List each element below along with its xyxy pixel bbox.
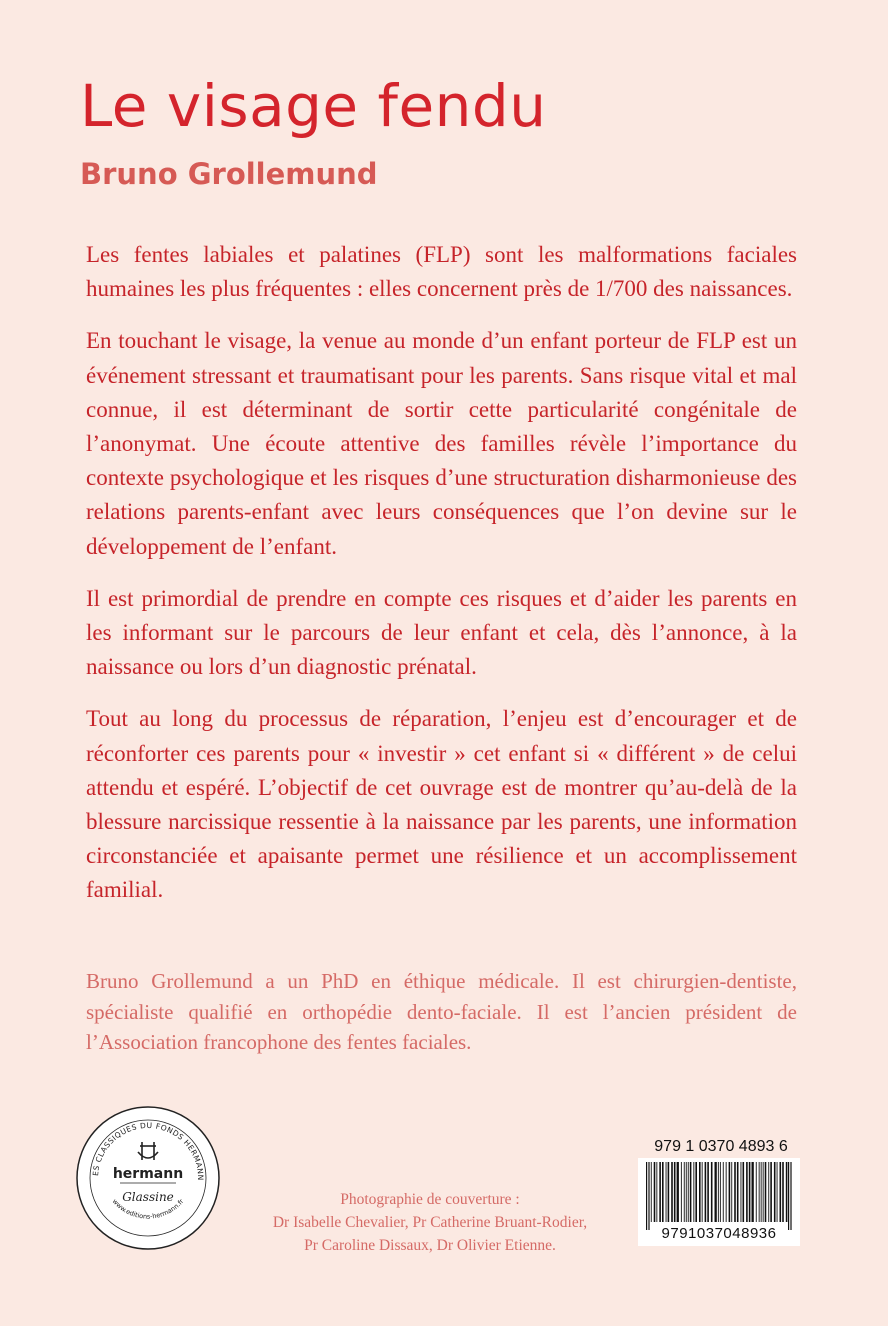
barcode-bar: [729, 1162, 731, 1222]
publisher-brand: hermann: [112, 1166, 184, 1182]
barcode-bar: [774, 1162, 776, 1222]
summary-paragraph: En touchant le visage, la venue au monde d’un enfant porteur de FLP est un événement stressant et traumatisant pour les parents. Sans risque vital et mal connue, il est déterminant de sortir cette particularité congénitale de l’anonymat. Une écoute attentive des familles révèle l’importance du contexte psychologique et les risques d’une structuration disharmonieuse des relations parents-enfant avec leurs conséquences que l’on devine sur le développement de l’enfant.: [86, 328, 797, 559]
back-cover-summary: [86, 238, 797, 926]
barcode-bar: [765, 1162, 767, 1222]
book-title: Le visage fendu: [80, 72, 547, 140]
barcode-bar: [699, 1162, 701, 1222]
cover-photo-credits: [230, 1188, 630, 1257]
barcode-bar: [648, 1162, 649, 1230]
barcode-bar: [718, 1162, 719, 1222]
barcode-bar: [756, 1162, 757, 1222]
barcode: [638, 1158, 800, 1246]
barcode-bar: [777, 1162, 778, 1222]
barcode-bar: [686, 1162, 687, 1222]
book-author: Bruno Grollemund: [80, 157, 378, 191]
seal-ring-text: ES CLASSIQUES DU FONDS HERMANN: [90, 1120, 206, 1181]
barcode-bar: [666, 1162, 667, 1222]
isbn-number: 979 1 0370 4893 6: [654, 1138, 788, 1155]
barcode-bar: [763, 1162, 764, 1222]
barcode-bar: [720, 1162, 721, 1222]
author-bio: Bruno Grollemund a un PhD en éthique médicale. Il est chirurgien-dentiste, spécialiste qualifié en orthopédie dento-faciale. Il est l’ancien président de l’Association francophone des fentes faciales.: [86, 969, 797, 1054]
barcode-bar: [684, 1162, 685, 1222]
barcode-bar: [723, 1162, 724, 1222]
collection-name: Glassine: [122, 1190, 174, 1204]
barcode-bar: [761, 1162, 762, 1222]
barcode-bar: [702, 1162, 703, 1222]
barcode-bar: [695, 1162, 697, 1222]
publisher-website: www.editions-hermann.fr: [110, 1197, 186, 1221]
barcode-bar: [752, 1162, 754, 1222]
publisher-seal-icon: [76, 1106, 220, 1250]
summary-paragraph: Tout au long du processus de réparation, l’enjeu est d’encourager et de réconforter ces parents pour « investir » cet enfant si « différent » de celui attendu et espéré. L’objectif de cet ouvrage est de montrer qu’au-delà de la blessure narcissique ressentie à la naissance par les parents, une information circonstanciée et apaisante permet une résilience et un accomplissement familial.: [86, 706, 797, 903]
barcode-bar: [707, 1162, 709, 1222]
summary-paragraph: Il est primordial de prendre en compte ces risques et d’aider les parents en les informant sur le parcours de leur enfant et cela, dès l’annonce, à la naissance ou lors d’un diagnostic prénatal.: [86, 585, 797, 680]
barcode-bar: [659, 1162, 661, 1222]
barcode-bar: [656, 1162, 657, 1222]
barcode-bar: [734, 1162, 736, 1222]
barcode-bar: [711, 1162, 713, 1222]
barcode-bar: [780, 1162, 782, 1222]
barcode-bar: [749, 1162, 751, 1222]
credits-line: Dr Isabelle Chevalier, Pr Catherine Bruant-Rodier,: [272, 1214, 588, 1231]
barcode-bar: [662, 1162, 664, 1222]
barcode-bar: [788, 1162, 789, 1230]
summary-paragraph: Les fentes labiales et palatines (FLP) sont les malformations faciales humaines les plus fréquentes : elles concernent près de 1/700 des naissances.: [86, 242, 797, 302]
barcode-bar: [741, 1162, 742, 1222]
credits-line: Pr Caroline Dissaux, Dr Olivier Etienne.: [304, 1237, 556, 1254]
barcode-bar: [688, 1162, 689, 1222]
barcode-bar: [677, 1162, 679, 1222]
barcode-bar: [705, 1162, 707, 1222]
barcode-bar: [693, 1162, 694, 1222]
barcode-bar: [715, 1162, 717, 1222]
barcode-bar: [768, 1162, 769, 1222]
barcode-bar: [786, 1162, 788, 1222]
barcode-bar: [743, 1162, 745, 1222]
barcode-bar: [759, 1162, 760, 1222]
barcode-bar: [674, 1162, 676, 1222]
barcode-bar: [681, 1162, 682, 1222]
credits-line: Photographie de couverture :: [340, 1191, 520, 1208]
barcode-digits: 9791037048936: [661, 1225, 777, 1242]
barcode-bar: [651, 1162, 652, 1222]
barcode-bar: [726, 1162, 727, 1222]
barcode-bar: [654, 1162, 656, 1222]
barcode-bar: [746, 1162, 748, 1222]
barcode-bar: [668, 1162, 670, 1222]
barcode-bar: [671, 1162, 673, 1222]
barcode-bar: [646, 1162, 647, 1230]
barcode-bar: [737, 1162, 739, 1222]
barcode-bar: [770, 1162, 772, 1222]
barcode-bar: [731, 1162, 732, 1222]
barcode-bar: [790, 1162, 791, 1230]
barcode-bar: [782, 1162, 784, 1222]
publisher-logo: [76, 1106, 220, 1250]
barcode-bar: [690, 1162, 692, 1222]
